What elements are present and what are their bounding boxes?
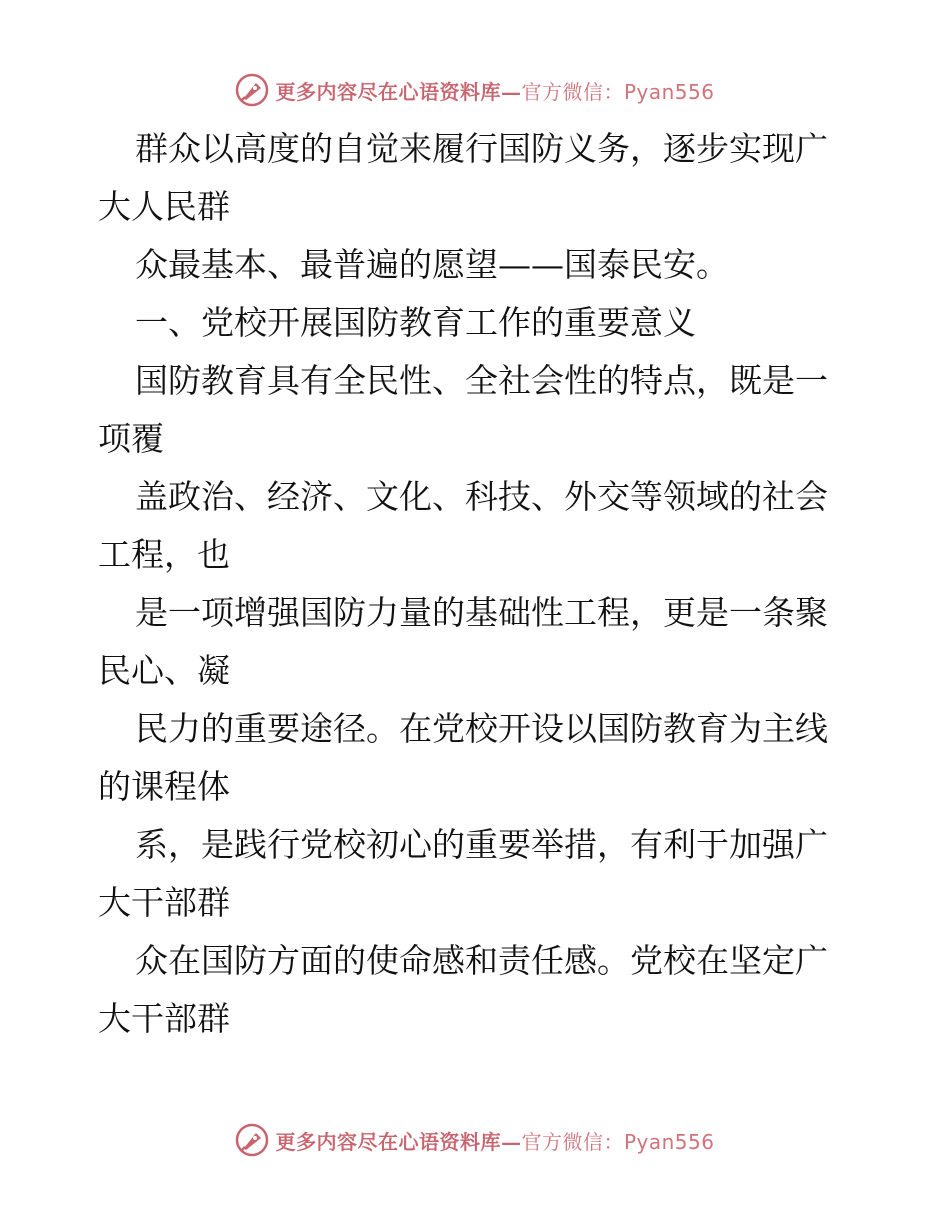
text-line: 一、党校开展国防教育工作的重要意义 bbox=[135, 303, 696, 342]
text-line: 的课程体 bbox=[98, 767, 230, 806]
text-line: 大干部群 bbox=[98, 999, 230, 1038]
body-text bbox=[98, 120, 858, 1048]
banner-text bbox=[275, 76, 714, 105]
text-line: 众在国防方面的使命感和责任感。党校在坚定广 bbox=[135, 941, 828, 980]
text-line: 盖政治、经济、文化、科技、外交等领域的社会 bbox=[135, 477, 828, 516]
text-line: 系，是践行党校初心的重要举措，有利于加强广 bbox=[135, 825, 828, 864]
text-line: 群众以高度的自觉来履行国防义务，逐步实现广 bbox=[135, 129, 828, 168]
pen-nib-logo-icon bbox=[235, 73, 269, 107]
header-banner bbox=[0, 70, 950, 110]
pen-nib-logo-icon bbox=[235, 1123, 269, 1157]
text-line: 国防教育具有全民性、全社会性的特点，既是一 bbox=[135, 361, 828, 400]
text-line: 民力的重要途径。在党校开设以国防教育为主线 bbox=[135, 709, 828, 748]
banner-text bbox=[275, 1126, 714, 1155]
banner-main-text: 更多内容尽在心语资料库— bbox=[275, 79, 522, 104]
banner-wechat-text: 官方微信：Pyan556 bbox=[521, 79, 715, 104]
text-line: 众最基本、最普遍的愿望——国泰民安。 bbox=[135, 245, 729, 284]
text-line: 工程，也 bbox=[98, 535, 230, 574]
footer-banner bbox=[0, 1120, 950, 1160]
banner-main-text: 更多内容尽在心语资料库— bbox=[275, 1129, 522, 1154]
text-line: 大人民群 bbox=[98, 187, 230, 226]
text-line: 项覆 bbox=[98, 419, 164, 458]
text-line: 民心、凝 bbox=[98, 651, 230, 690]
text-line: 是一项增强国防力量的基础性工程，更是一条聚 bbox=[135, 593, 828, 632]
banner-wechat-text: 官方微信：Pyan556 bbox=[521, 1129, 715, 1154]
text-line: 大干部群 bbox=[98, 883, 230, 922]
